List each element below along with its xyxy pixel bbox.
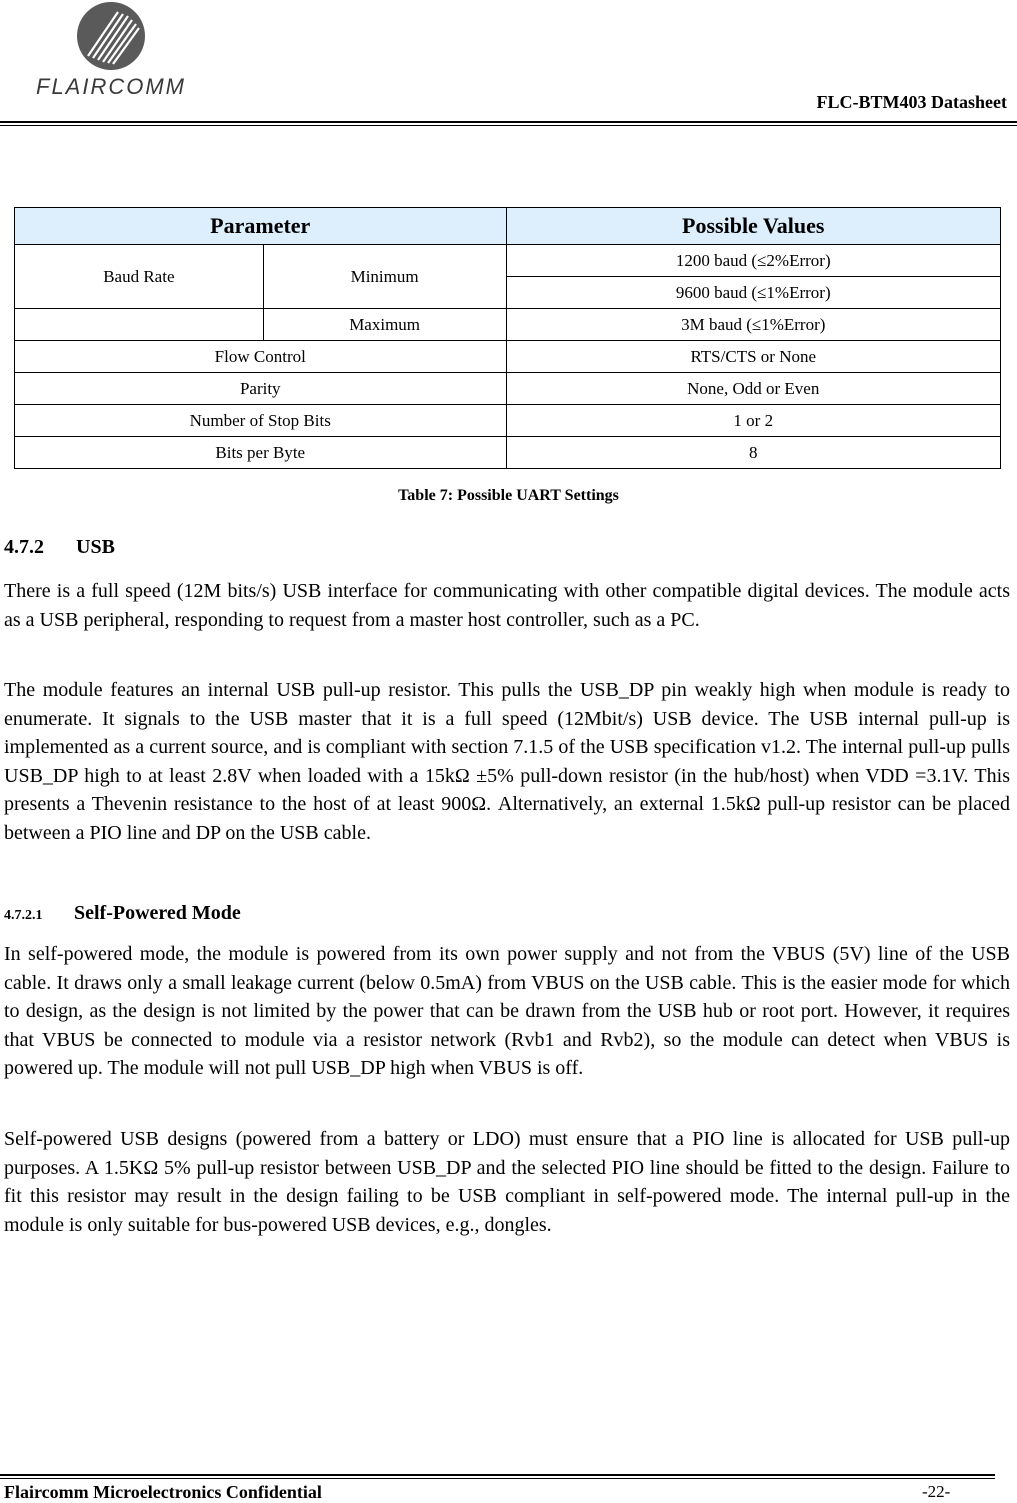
table-cell: Baud Rate (15, 245, 264, 309)
subsection-heading (4, 902, 241, 925)
self-powered-paragraph-2: Self-powered USB designs (powered from a battery or LDO) must ensure that a PIO line is allocated for USB pull-up purposes. A 1.5KΩ 5% pull-up resistor between USB_DP and the selected PIO line should be fitted to the design. Failure to fit this resistor may result in the design failing to be USB compliant in self-powered mode. The internal pull-up in the module is only suitable for bus-powered USB devices, e.g., dongles. (4, 1128, 1010, 1236)
section-title: USB (76, 536, 115, 558)
table-cell (15, 309, 264, 341)
section-heading (4, 536, 115, 559)
table-cell: Minimum (263, 245, 506, 309)
table-header-row (15, 208, 1001, 245)
table-cell: Number of Stop Bits (15, 405, 507, 437)
table-header-cell: Parameter (15, 208, 507, 245)
table-cell: 1200 baud (≤2%Error) (506, 245, 1001, 277)
table-row (15, 245, 1001, 277)
table-row (15, 341, 1001, 373)
table-cell: Bits per Byte (15, 437, 507, 469)
table-cell: Maximum (263, 309, 506, 341)
table-header-cell: Possible Values (506, 208, 1001, 245)
table-row (15, 437, 1001, 469)
table-cell: Flow Control (15, 341, 507, 373)
self-powered-paragraph-1: In self-powered mode, the module is powered from its own power supply and not from the VBUS (5V) line of the USB cable. It draws only a small leakage current (below 0.5mA) from VBUS on the USB cable. This is the easier mode for which to design, as the design is not limited by the power that can be drawn from the USB hub or root port. However, it requires that VBUS be connected to module via a resistor network (Rvb1 and Rvb2), so the module can detect when VBUS is powered up. The module will not pull USB_DP high when VBUS is off. (4, 943, 1010, 1080)
header-rule (0, 121, 1017, 123)
table-cell: RTS/CTS or None (506, 341, 1001, 373)
subsection-title: Self-Powered Mode (74, 902, 241, 924)
table-row (15, 309, 1001, 341)
subsection-number: 4.7.2.1 (4, 908, 43, 923)
uart-settings-table (14, 207, 1001, 469)
table-cell: 3M baud (≤1%Error) (506, 309, 1001, 341)
footer-rule (0, 1474, 995, 1476)
table-row (15, 405, 1001, 437)
table-cell: Parity (15, 373, 507, 405)
header-rule-thin (0, 125, 1017, 126)
table-cell: 9600 baud (≤1%Error) (506, 277, 1001, 309)
footer-rule-thin (0, 1478, 995, 1479)
table-cell: 8 (506, 437, 1001, 469)
footer-confidential: Flaircomm Microelectronics Confidential (4, 1482, 322, 1502)
table-cell: None, Odd or Even (506, 373, 1001, 405)
usb-paragraph-2: The module features an internal USB pull-up resistor. This pulls the USB_DP pin weakly high when module is ready to enumerate. It signals to the USB master that it is a full speed (12Mbit/s) USB device. The USB internal pull-up is implemented as a current source, and is compliant with section 7.1.5 of the USB specification v1.2. The internal pull-up pulls USB_DP high to at least 2.8V when loaded with a 15kΩ ±5% pull-down resistor (in the hub/host) when VDD =3.1V. This presents a Thevenin resistance to the host of at least 900Ω. Alternatively, an external 1.5kΩ pull-up resistor can be placed between a PIO line and DP on the USB cable. (4, 679, 1010, 844)
section-number: 4.7.2 (4, 536, 44, 558)
logo-wordmark: FLAIRCOMM (36, 74, 186, 99)
table-cell: 1 or 2 (506, 405, 1001, 437)
table-caption: Table 7: Possible UART Settings (398, 487, 619, 504)
page-number: -22- (922, 1482, 951, 1501)
table-row (15, 373, 1001, 405)
document-title: FLC-BTM403 Datasheet (816, 92, 1007, 112)
usb-paragraph-1: There is a full speed (12M bits/s) USB interface for communicating with other compatible digital devices. The module acts as a USB peripheral, responding to request from a master host controller, such as a PC. (4, 580, 1010, 631)
